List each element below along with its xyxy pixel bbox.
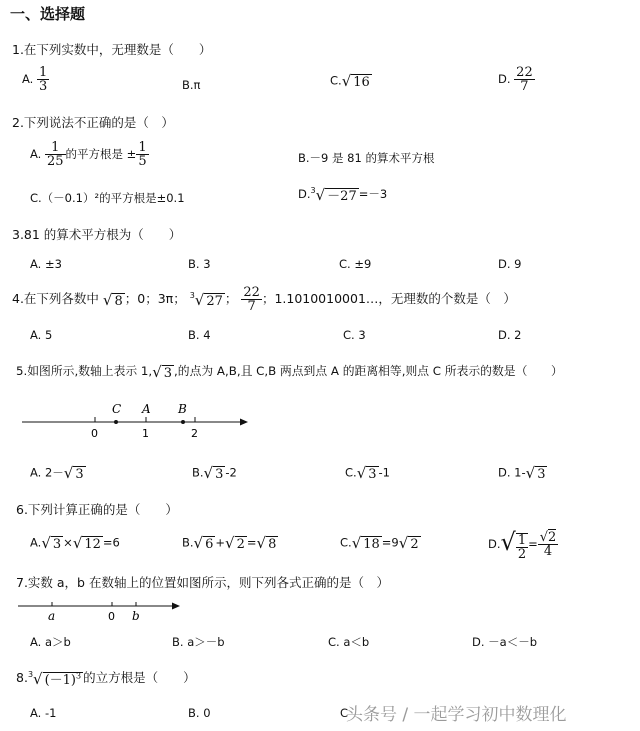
q1-d-denominator: 7 <box>514 79 535 93</box>
q2-a-label: A. <box>30 147 42 161</box>
sqrt-symbol-icon: √ <box>351 534 362 552</box>
q3-option-b: B. 3 <box>188 257 211 271</box>
q4-numerator: 22 <box>243 285 260 300</box>
q5-option-c <box>345 464 390 482</box>
q6-a-radicand-2: 12 <box>84 537 101 552</box>
q4-tail: ；1.1010010001…，无理数的个数是（ ） <box>261 291 516 306</box>
q6-b-radicand-3: 8 <box>268 537 277 552</box>
q7-option-d: D. －a＜－b <box>472 635 538 649</box>
q5-stem-post: ,的点为 A,B,且 C,B 两点到点 A 的距离相等,则点 C 所表示的数是（ ） <box>174 364 563 378</box>
q5-point-b <box>181 420 185 424</box>
q3-option-a: A. ±3 <box>30 257 62 271</box>
q4-denominator: 7 <box>241 299 262 313</box>
q5-axis-arrow-icon <box>240 419 248 426</box>
question-2-stem: 2.下列说法不正确的是（ ） <box>12 115 174 130</box>
q2-option-b: B.－9 是 81 的算术平方根 <box>298 151 435 165</box>
q4-semicolon: ； <box>224 291 238 306</box>
section-title: 一、选择题 <box>10 5 86 23</box>
q6-c-radicand-2: 2 <box>410 537 419 552</box>
q8-stem-post: 的立方根是（ ） <box>83 670 196 685</box>
q8-inner-base: (－1) <box>44 673 77 688</box>
question-4-stem <box>12 286 516 313</box>
q4-option-c: C. 3 <box>343 328 366 342</box>
q2-a-text: 的平方根是 ± <box>65 147 137 161</box>
q3-option-d: D. 9 <box>498 257 522 271</box>
q6-c-radicand-1: 18 <box>363 537 380 552</box>
sqrt-symbol-icon: √ <box>193 534 204 552</box>
q6-option-a <box>30 534 120 552</box>
q7-option-a: A. a＞b <box>30 635 71 649</box>
q8-stem-pre: 8. <box>16 670 28 685</box>
q4-option-d: D. 2 <box>498 328 522 342</box>
q2-d-cbrt <box>316 185 359 204</box>
q7-option-b: B. a＞－b <box>172 635 225 649</box>
question-1-stem: 1.在下列实数中，无理数是（ ） <box>12 42 212 57</box>
sqrt-symbol-icon: √ <box>341 72 352 90</box>
q4-cbrt-27 <box>195 291 225 309</box>
q5-c-radicand: 3 <box>368 467 377 482</box>
q5-c-post: -1 <box>378 465 390 480</box>
q8-option-a: A. -1 <box>30 706 57 720</box>
q6-c-pre: C. <box>340 535 352 550</box>
q6-b-pre: B. <box>182 535 194 550</box>
question-5-stem <box>16 362 563 381</box>
q5-b-post: -2 <box>225 465 237 480</box>
q2-d-root-index: 3 <box>310 186 316 196</box>
q5-label-a: A <box>142 402 151 416</box>
q6-a-times: × <box>63 535 73 550</box>
q4-radicand-8: 8 <box>114 293 123 309</box>
q1-a-denominator: 3 <box>38 79 48 94</box>
q2-a-denominator-2: 5 <box>138 154 147 169</box>
q6-b-radicand-2: 2 <box>236 537 245 552</box>
q4-sqrt-8 <box>103 291 125 309</box>
q6-b-radicand-1: 6 <box>205 537 214 552</box>
q5-radicand: 3 <box>163 365 173 381</box>
q1-d-label: D. <box>498 72 511 86</box>
q4-fraction <box>241 286 262 313</box>
q2-a-fraction <box>45 141 66 168</box>
q6-d-denominator: 2 <box>517 546 527 562</box>
q6-c-sqrt-2 <box>399 534 421 552</box>
q5-tick-label-2: 2 <box>191 427 198 440</box>
q8-inner <box>43 672 84 688</box>
sqrt-symbol-icon: √ <box>356 464 367 482</box>
q6-b-sqrt-3 <box>257 534 279 552</box>
q7-label-a: a <box>48 609 56 623</box>
sqrt-symbol-icon: √ <box>72 534 83 552</box>
q5-sqrt-3 <box>152 363 174 381</box>
q1-a-numerator: 1 <box>38 65 48 80</box>
q2-a-numerator: 1 <box>51 140 60 155</box>
q1-c-radicand: 16 <box>353 75 370 90</box>
q1-option-a <box>22 66 49 93</box>
q1-d-numerator: 22 <box>516 65 533 80</box>
watermark: 头条号 / 一起学习初中数理化 <box>346 705 567 725</box>
q6-a-radicand-1: 3 <box>52 537 62 552</box>
q6-a-sqrt-2 <box>73 534 103 552</box>
q5-b-pre: B. <box>192 465 204 480</box>
q4-stem-pre: 4.在下列各数中 <box>12 291 99 306</box>
q2-option-d <box>298 185 387 204</box>
q1-option-d <box>498 66 535 93</box>
q5-b-sqrt <box>204 464 226 482</box>
q6-d-eq: = <box>528 536 538 551</box>
q1-option-c <box>330 72 372 90</box>
q6-d-result-numerator <box>538 531 559 544</box>
q6-b-sqrt-2 <box>225 534 247 552</box>
q2-option-a <box>30 141 149 168</box>
sqrt-symbol-icon: √ <box>225 534 235 552</box>
q4-mid: ；0；3π； <box>124 291 186 306</box>
q2-d-label: D. <box>298 187 311 201</box>
q6-d-fraction <box>516 533 528 561</box>
q5-point-c <box>114 420 118 424</box>
q5-d-sqrt <box>526 464 548 482</box>
sqrt-symbol-icon: √ <box>63 464 74 482</box>
sqrt-symbol-icon: √ <box>203 464 214 482</box>
q5-a-radicand: 3 <box>75 467 84 482</box>
q6-option-b <box>182 534 278 552</box>
question-6-stem: 6.下列计算正确的是（ ） <box>16 502 178 517</box>
q8-option-c: C <box>340 706 349 720</box>
sqrt-symbol-icon: √ <box>398 534 409 552</box>
sqrt-symbol-icon: √ <box>41 534 51 552</box>
sqrt-symbol-icon: √ <box>33 670 43 688</box>
q5-tick-label-0: 0 <box>91 427 98 440</box>
q5-a-sqrt <box>64 464 86 482</box>
q1-c-label: C. <box>330 73 342 88</box>
sqrt-symbol-icon: √ <box>102 290 113 309</box>
q2-d-tail: =－3 <box>358 187 388 201</box>
q1-option-b: B.π <box>182 78 201 92</box>
sqrt-symbol-icon: √ <box>152 362 162 381</box>
q5-stem-pre: 5.如图所示,数轴上表示 1, <box>16 364 153 378</box>
q4-option-a: A. 5 <box>30 328 53 342</box>
q5-d-pre: D. 1- <box>498 465 526 480</box>
q5-option-d <box>498 464 547 482</box>
q2-a-fraction-2 <box>136 141 148 168</box>
q8-cbrt <box>33 669 83 688</box>
q6-b-plus: + <box>215 535 226 550</box>
q6-d-result-fraction <box>538 531 559 558</box>
q5-d-radicand: 3 <box>537 467 546 482</box>
q1-c-sqrt <box>342 72 372 90</box>
q4-cube-index: 3 <box>189 290 195 300</box>
q6-a-sqrt-1 <box>41 534 63 552</box>
q6-b-eq: = <box>246 535 257 550</box>
q6-option-d <box>488 528 558 561</box>
q6-a-pre: A. <box>30 535 42 550</box>
q6-a-post: =6 <box>102 535 120 550</box>
sqrt-symbol-icon: √ <box>539 529 549 545</box>
q5-option-a <box>30 464 86 482</box>
q5-b-radicand: 3 <box>215 467 224 482</box>
q7-number-line <box>16 596 186 626</box>
q7-option-c: C. a＜b <box>328 635 370 649</box>
q2-option-c: C.（－0.1）²的平方根是±0.1 <box>30 191 185 205</box>
q6-option-c <box>340 534 421 552</box>
q2-d-radicand: －27 <box>327 189 357 204</box>
q6-d-pre: D. <box>488 536 501 551</box>
q3-option-c: C. ±9 <box>339 257 372 271</box>
q7-label-b: b <box>132 609 140 623</box>
sqrt-symbol-icon: √ <box>315 186 326 204</box>
q5-a-pre: A. 2－ <box>30 465 64 480</box>
sqrt-symbol-icon: √ <box>525 464 536 482</box>
sqrt-symbol-icon: √ <box>256 534 267 552</box>
q6-d-result-denominator: 4 <box>538 544 559 558</box>
question-3-stem: 3.81 的算术平方根为（ ） <box>12 227 182 242</box>
q6-c-mid: =9 <box>381 535 399 550</box>
q5-tick-label-1: 1 <box>142 427 149 440</box>
q1-d-fraction <box>514 66 535 93</box>
q6-d-numerator: 1 <box>517 532 527 548</box>
q6-d-sqrt-frac <box>501 528 529 561</box>
q4-option-b: B. 4 <box>188 328 211 342</box>
q8-cube-index: 3 <box>27 669 34 679</box>
q8-inner-exponent: 3 <box>76 671 82 681</box>
q5-c-sqrt <box>357 464 379 482</box>
q6-d-result-radicand: 2 <box>548 529 557 545</box>
q5-c-pre: C. <box>345 465 357 480</box>
q6-b-sqrt-1 <box>194 534 216 552</box>
q1-a-fraction <box>37 66 49 93</box>
sqrt-symbol-icon: √ <box>500 528 516 556</box>
q2-a-numerator-2: 1 <box>138 140 147 155</box>
q2-a-denominator: 25 <box>46 154 64 169</box>
sqrt-symbol-icon: √ <box>194 290 205 309</box>
q7-label-0: 0 <box>108 610 115 623</box>
q6-c-sqrt-1 <box>352 534 382 552</box>
q5-number-line <box>18 400 253 442</box>
q7-axis-arrow-icon <box>172 603 180 610</box>
question-7-stem: 7.实数 a，b 在数轴上的位置如图所示，则下列各式正确的是（ ） <box>16 575 389 590</box>
q5-option-b <box>192 464 237 482</box>
q4-radicand-27: 27 <box>206 293 223 309</box>
q8-option-b: B. 0 <box>188 706 211 720</box>
q5-label-b: B <box>178 402 187 416</box>
question-8-stem <box>16 668 196 688</box>
q5-label-c: C <box>112 402 122 416</box>
q1-a-label: A. <box>22 72 34 86</box>
